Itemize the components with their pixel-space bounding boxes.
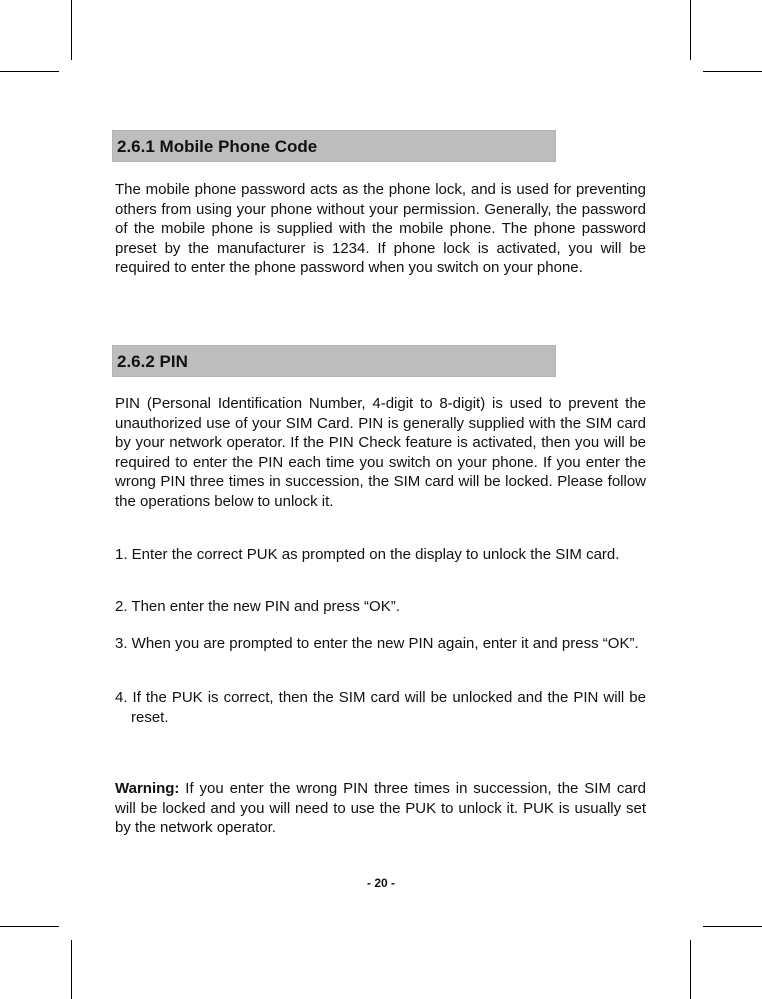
crop-mark	[690, 0, 691, 60]
warning-label: Warning:	[115, 780, 180, 797]
crop-mark	[71, 940, 72, 999]
warning-text: If you enter the wrong PIN three times in succession, the SIM card will be locked and you will need to use the PUK to unlock it. PUK is usually set by the network operator.	[115, 780, 646, 836]
mobile-phone-code-paragraph: The mobile phone password acts as the phone lock, and is used for preventing others from using your phone without your permission. Generally, the password of the mobile phone is supplied with the mobile phone. The phone password preset by the manufacturer is 1234. If phone lock is activated, you will be required to enter the phone password when you switch on your phone.	[115, 181, 646, 276]
unlock-step-4: 4. If the PUK is correct, then the SIM card will be unlocked and the PIN will be reset.	[115, 689, 646, 726]
page-number: - 20 -	[366, 876, 395, 890]
crop-mark	[0, 926, 59, 927]
section-heading-pin: 2.6.2 PIN	[112, 345, 556, 377]
unlock-step-1: 1. Enter the correct PUK as prompted on the display to unlock the SIM card.	[115, 546, 620, 563]
unlock-step-3: 3. When you are prompted to enter the new PIN again, enter it and press “OK”.	[115, 635, 639, 652]
crop-mark	[0, 71, 59, 72]
crop-mark	[690, 940, 691, 999]
crop-mark	[703, 71, 762, 72]
section-heading-mobile-phone-code: 2.6.1 Mobile Phone Code	[112, 130, 556, 162]
warning-paragraph	[115, 779, 646, 838]
crop-mark	[703, 926, 762, 927]
pin-paragraph: PIN (Personal Identification Number, 4-digit to 8-digit) is used to prevent the unauthorized use of your SIM Card. PIN is generally supplied with the SIM card by your network operator. If the PIN Check feature is activated, then you will be required to enter the PIN each time you switch on your phone. If you enter the wrong PIN three times in succession, the SIM card will be locked. Please follow the operations below to unlock it.	[115, 395, 646, 510]
unlock-step-2: 2. Then enter the new PIN and press “OK”.	[115, 598, 400, 615]
crop-mark	[71, 0, 72, 60]
